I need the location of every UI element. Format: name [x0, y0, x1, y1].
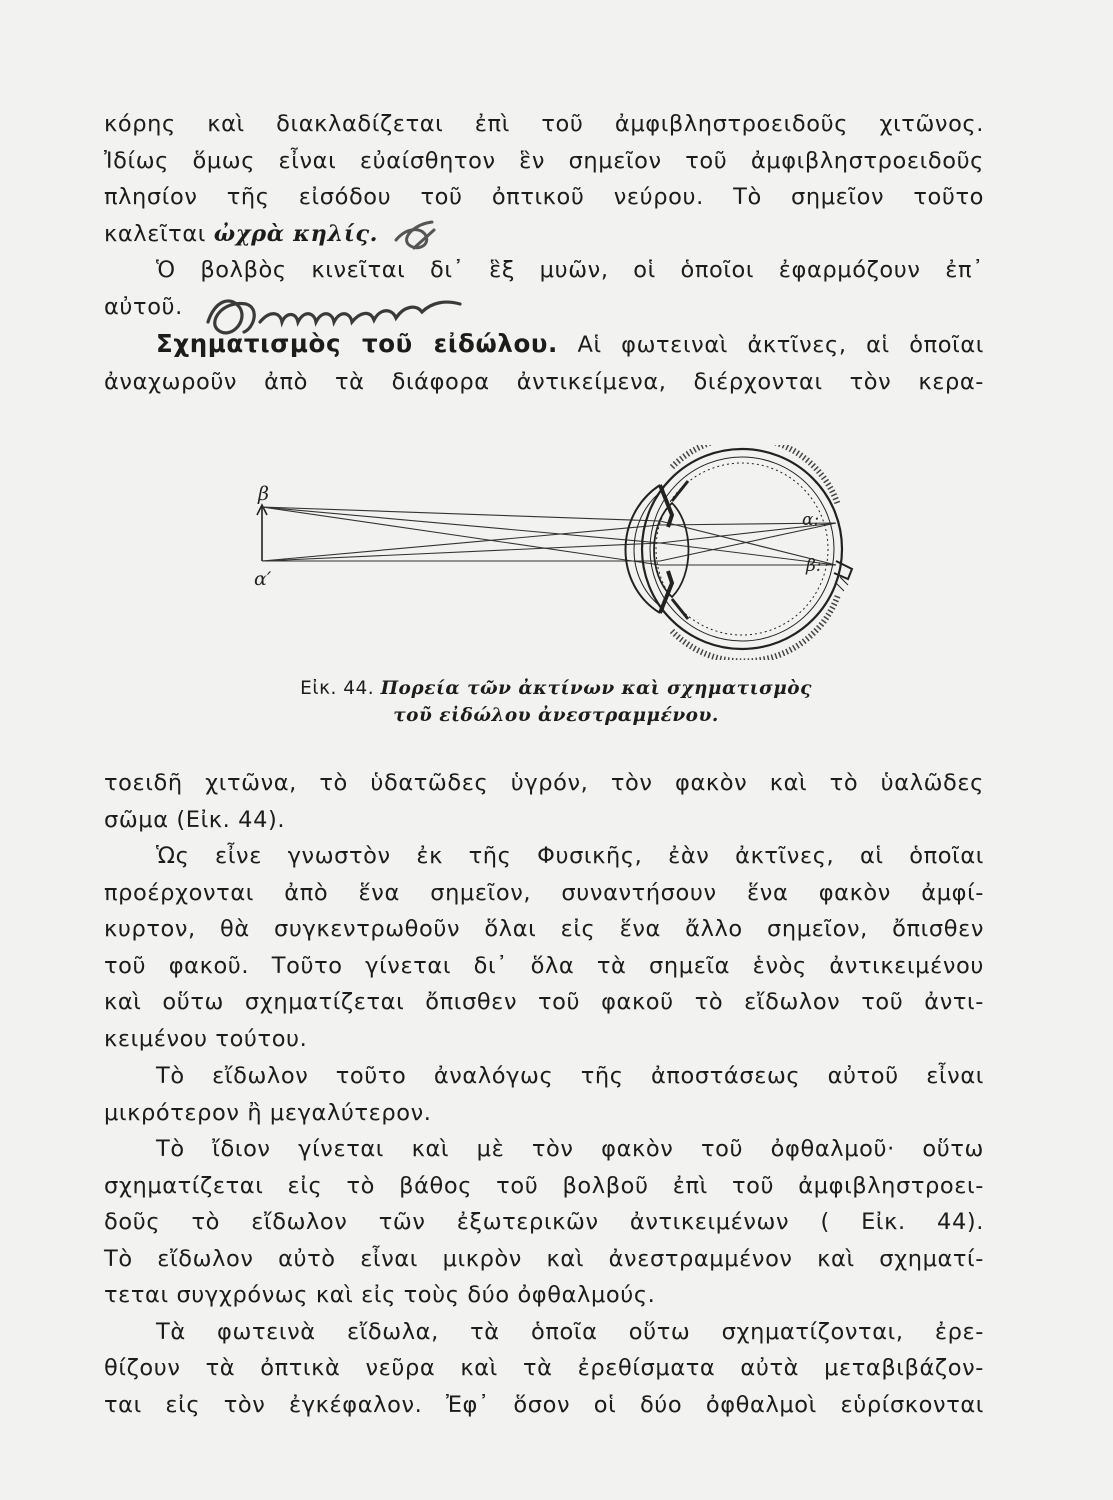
text-line: ται εἰς τὸν ἐγκέφαλον. Ἐφ᾽ ὅσον οἱ δύο ὀφθαλμοὶ εὑρίσκονται	[104, 1391, 984, 1418]
text-line: Τὰ φωτεινὰ εἴδωλα, τὰ ὁποῖα οὕτω σχηματίζονται, ἐρε-	[156, 1318, 984, 1345]
text-line: κυρτον, θὰ συγκεντρωθοῦν ὅλαι εἰς ἕνα ἄλλο σημεῖον, ὄπισθεν	[104, 916, 984, 942]
text-line: πλησίον τῆς εἰσόδου τοῦ ὀπτικοῦ νεύρου. Τὸ σημεῖον τοῦτο	[104, 184, 984, 210]
figure-caption	[256, 675, 856, 729]
label-a-inside: α:	[802, 510, 820, 530]
text-line: τοειδῆ χιτῶνα, τὸ ὑδατῶδες ὑγρόν, τὸν φακὸν καὶ τὸ ὑαλῶδες	[104, 770, 984, 796]
text-fragment: Αἱ φωτειναὶ ἀκτῖνες, αἱ ὁποῖαι	[577, 332, 984, 358]
text-line: δοῦς τὸ εἴδωλον τῶν ἐξωτερικῶν ἀντικειμένων ( Εἰκ. 44).	[104, 1209, 984, 1235]
label-a-outside: α′	[254, 568, 272, 590]
caption-title: Πορεία τῶν ἀκτίνων καὶ σχηματισμὸς	[380, 678, 812, 699]
text-line: ἀναχωροῦν ἀπὸ τὰ διάφορα ἀντικείμενα, διέρχονται τὸν κερα-	[104, 368, 984, 395]
text-fragment: καλεῖται	[104, 220, 206, 247]
text-line: αὐτοῦ.	[104, 293, 183, 320]
term-macula: ὠχρὰ κηλίς.	[213, 220, 379, 247]
text-line: Τὸ εἴδωλον τοῦτο ἀναλόγως τῆς ἀποστάσεως αὐτοῦ εἶναι	[156, 1063, 984, 1089]
text-line: Ὡς εἶνε γνωστὸν ἐκ τῆς Φυσικῆς, ἐὰν ἀκτῖνες, αἱ ὁποῖαι	[156, 843, 984, 869]
text-line: Ὁ βολβὸς κινεῖται δι᾽ ἓξ μυῶν, οἱ ὁποῖοι ἐφαρμόζουν ἐπ᾽	[156, 257, 984, 283]
text-line: Τὸ εἴδωλον αὐτὸ εἶναι μικρὸν καὶ ἀνεστραμμένον καὶ σχηματί-	[104, 1245, 984, 1272]
caption-line-1	[256, 675, 856, 702]
text-line: σχηματίζεται εἰς τὸ βάθος τοῦ βολβοῦ ἐπὶ τοῦ ἀμφιβληστροει-	[104, 1172, 984, 1199]
label-b-outside: β	[258, 483, 269, 505]
paragraph-2	[104, 326, 984, 400]
text-line	[104, 326, 984, 364]
text-line: τεται συγχρόνως καὶ εἰς τοὺς δύο ὀφθαλμούς.	[104, 1282, 656, 1308]
text-line: Τὸ ἴδιον γίνεται καὶ μὲ τὸν φακὸν τοῦ ὀφθαλμοῦ· οὕτω	[156, 1136, 984, 1162]
text-line	[104, 216, 984, 253]
text-line: κόρης καὶ διακλαδίζεται ἐπὶ τοῦ ἀμφιβληστροειδοῦς χιτῶνος.	[104, 111, 984, 137]
text-line: μικρότερον ἢ μεγαλύτερον.	[104, 1099, 432, 1126]
label-b-inside: β:	[806, 556, 822, 576]
caption-line-2: τοῦ εἰδώλου ἀνεστραμμένου.	[393, 705, 719, 726]
eye-diagram	[248, 445, 868, 660]
text-line: τοῦ φακοῦ. Τοῦτο γίνεται δι᾽ ὅλα τὰ σημεῖα ἑνὸς ἀντικειμένου	[104, 952, 984, 979]
text-line: καὶ οὕτω σχηματίζεται ὄπισθεν τοῦ φακοῦ τὸ εἴδωλον τοῦ ἀντι-	[104, 989, 984, 1015]
paragraph-4	[104, 1058, 984, 1423]
light-rays	[262, 507, 836, 565]
text-line: σῶμα (Εἰκ. 44).	[104, 806, 286, 833]
text-line: Ἰδίως ὅμως εἶναι εὐαίσθητον ἓν σημεῖον τοῦ ἀμφιβληστροειδοῦς	[104, 147, 984, 174]
section-heading: Σχηματισμὸς τοῦ εἰδώλου.	[156, 329, 558, 358]
text-line: προέρχονται ἀπὸ ἕνα σημεῖον, συναντήσουν ἕνα φακὸν ἀμφί-	[104, 879, 984, 906]
pencil-scribble-mark	[386, 218, 446, 258]
caption-prefix: Εἰκ. 44.	[300, 678, 375, 699]
text-line: θίζουν τὰ ὀπτικὰ νεῦρα καὶ τὰ ἐρεθίσματα αὐτὰ μεταβιβάζον-	[104, 1355, 984, 1381]
text-line: κειμένου τούτου.	[104, 1025, 308, 1052]
paragraph-3	[104, 765, 984, 1057]
